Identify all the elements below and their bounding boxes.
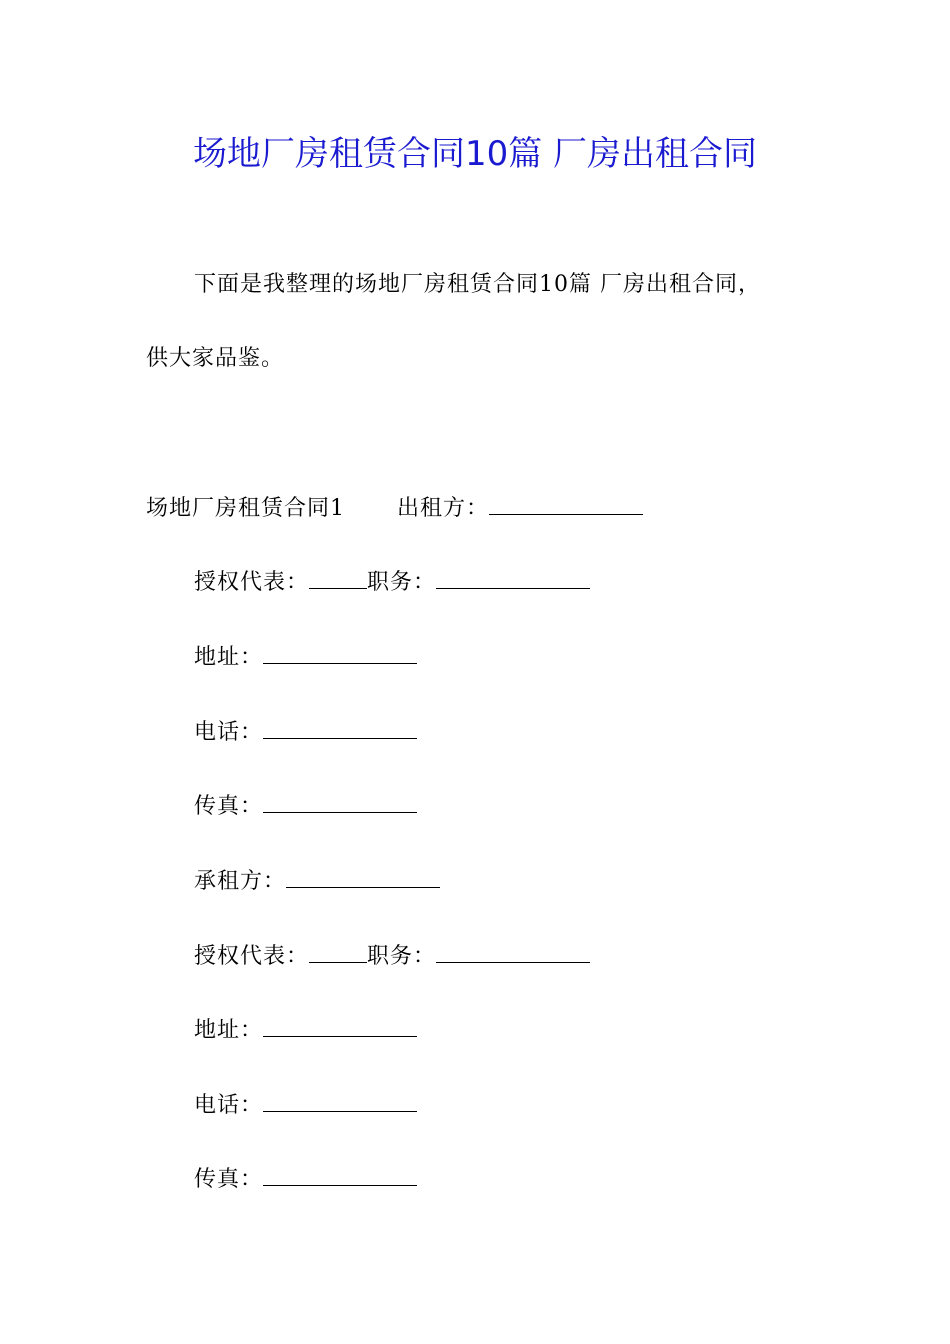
lessor-auth-rep-row (194, 566, 590, 600)
lessee-phone-row (194, 1089, 417, 1123)
address-blank (263, 1014, 417, 1037)
auth-rep-blank (309, 566, 367, 589)
position-label: 职务： (367, 944, 437, 969)
address-blank (263, 641, 417, 664)
contract-heading-row (146, 492, 643, 526)
phone-label: 电话： (194, 1093, 264, 1118)
phone-blank (263, 1089, 417, 1112)
intro-line-1: 下面是我整理的场地厂房租赁合同10篇 厂房出租合同， (194, 272, 761, 297)
lessor-address-row (194, 641, 417, 675)
auth-rep-label: 授权代表： (194, 944, 310, 969)
lessee-address-row (194, 1014, 417, 1048)
position-blank (436, 940, 590, 963)
fax-blank (263, 1163, 417, 1186)
contract-heading: 场地厂房租赁合同1 (146, 496, 345, 521)
lessor-label: 出租方： (397, 496, 490, 521)
position-label: 职务： (367, 570, 437, 595)
address-label: 地址： (194, 1018, 264, 1043)
lessor-name-blank (489, 492, 643, 515)
auth-rep-blank (309, 940, 367, 963)
lessee-label: 承租方： (194, 869, 287, 894)
lessor-fax-row (194, 790, 417, 824)
intro-line-2: 供大家品鉴。 (146, 346, 285, 371)
lessee-row (194, 865, 440, 899)
address-label: 地址： (194, 645, 264, 670)
lessor-phone-row (194, 716, 417, 750)
phone-blank (263, 716, 417, 739)
document-title: 场地厂房租赁合同10篇 厂房出租合同 (192, 134, 758, 174)
lessee-fax-row (194, 1163, 417, 1197)
lessee-name-blank (286, 865, 440, 888)
auth-rep-label: 授权代表： (194, 570, 310, 595)
phone-label: 电话： (194, 720, 264, 745)
fax-label: 传真： (194, 794, 264, 819)
position-blank (436, 566, 590, 589)
fax-label: 传真： (194, 1167, 264, 1192)
fax-blank (263, 790, 417, 813)
lessee-auth-rep-row (194, 940, 590, 974)
